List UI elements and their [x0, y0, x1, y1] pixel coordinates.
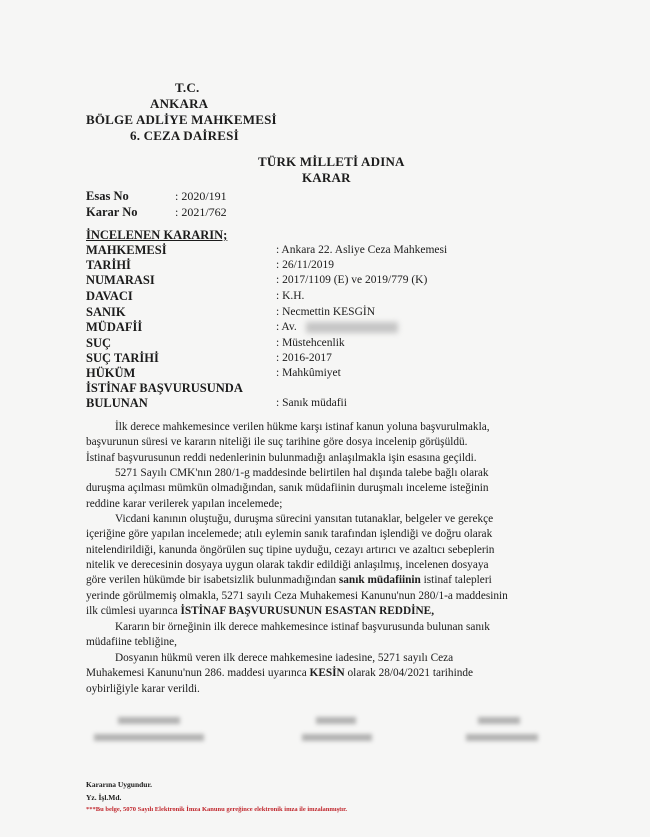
meta-karar-label: Karar No: [86, 205, 138, 219]
row-value-tarihi: : 26/11/2019: [276, 259, 335, 271]
body-line: başvurunun süresi ve kararın niteliği ile suç tarihine göre dosya incelenip görüşüldü.: [86, 436, 468, 448]
row-value-mudafii: : Av.: [276, 321, 297, 333]
title-line1: TÜRK MİLLETİ ADINA: [258, 154, 405, 169]
signature-block: [316, 717, 356, 724]
row-label-davaci: DAVACI: [86, 289, 133, 303]
body-line: müdafiine tebliğine,: [86, 636, 177, 648]
body-line: Dosyanın hükmü veren ilk derece mahkemesine iadesine, 5271 sayılı Ceza: [115, 652, 454, 664]
row-value-bulunan: : Sanık müdafii: [276, 397, 347, 409]
body-line: oybirliğiyle karar verildi.: [86, 683, 200, 695]
body-line: Muhakemesi Kanunu'nun 286. maddesi uyarınca KESİN olarak 28/04/2021 tarihinde: [86, 667, 474, 679]
redacted-name: [306, 322, 398, 333]
header-court: BÖLGE ADLİYE MAHKEMESİ: [86, 112, 277, 127]
body-line: içeriğine göre yapılan incelemede; atılı eylemin sanık tarafından işlendiği ve doğru olarak: [86, 528, 493, 540]
title-line2: KARAR: [302, 170, 351, 185]
row-label-istinaf: İSTİNAF BAŞVURUSUNDA: [86, 381, 243, 395]
row-value-suc: : Müstehcenlik: [276, 337, 345, 349]
header-chamber: 6. CEZA DAİRESİ: [130, 128, 239, 143]
body-line: Kararın bir örneğinin ilk derece mahkemesince istinaf başvurusunda bulunan sanık: [115, 621, 490, 633]
footer-line2: Yz. İşl.Md.: [86, 793, 122, 802]
signature-block: [94, 734, 204, 741]
signature-block: [466, 734, 538, 741]
header-tc: T.C.: [175, 80, 200, 95]
row-label-numarasi: NUMARASI: [86, 273, 155, 287]
meta-esas-label: Esas No: [86, 189, 129, 203]
row-value-mahkemesi: : Ankara 22. Asliye Ceza Mahkemesi: [276, 244, 448, 256]
meta-karar-value: : 2021/762: [175, 205, 227, 219]
row-label-hukum: HÜKÜM: [86, 366, 136, 380]
body-line: 5271 Sayılı CMK'nın 280/1-g maddesinde belirtilen hal dışında talebe bağlı olarak: [115, 467, 489, 479]
body-line: nitelik ve derecesinin dosyaya uygun olarak takdir edildiği anlaşılmış, incelenen dosyaya: [86, 559, 489, 571]
row-value-davaci: : K.H.: [276, 290, 305, 302]
body-line: reddine karar verilerek yapılan incelemede;: [86, 498, 283, 510]
row-value-sanik: : Necmettin KESGİN: [276, 306, 376, 318]
signature-block: [118, 717, 180, 724]
body-line: duruşma açılması mümkün olmadığından, sanık müdafiinin duruşmalı inceleme isteğinin: [86, 482, 489, 494]
row-value-suc-tarihi: : 2016-2017: [276, 352, 332, 364]
row-label-mudafii: MÜDAFİİ: [86, 320, 143, 334]
body-line: ilk cümlesi uyarınca İSTİNAF BAŞVURUSUNUN ESASTAN REDDİNE,: [86, 605, 435, 617]
row-label-mahkemesi: MAHKEMESİ: [86, 243, 167, 257]
header-city: ANKARA: [150, 96, 209, 111]
body-line: göre verilen hükümde bir isabetsizlik bulunmadığından sanık müdafiinin istinaf talepleri: [86, 574, 492, 586]
row-label-sanik: SANIK: [86, 305, 126, 319]
row-value-hukum: : Mahkûmiyet: [276, 367, 341, 379]
section-title: İNCELENEN KARARIN;: [86, 228, 228, 242]
row-label-suc: SUÇ: [86, 336, 112, 350]
row-label-suc-tarihi: SUÇ TARİHİ: [86, 351, 159, 365]
body-line: nitelendirildiği, kanunda öngörülen suç tipine uyduğu, cezayı artırıcı ve azaltıcı sebeplerin: [86, 544, 495, 556]
body-line: yerinde görülmemiş olmakla, 5271 sayılı Ceza Muhakemesi Kanunu'nun 280/1-a maddesinin: [86, 590, 508, 602]
body-line: İstinaf başvurusunun reddi nedenlerinin bulunmadığı anlaşılmakla işin esasına geçildi.: [86, 452, 477, 464]
meta-esas-value: : 2020/191: [175, 189, 227, 203]
body-line: Vicdani kanının oluştuğu, duruşma sürecini yansıtan tutanaklar, belgeler ve gerekçe: [115, 513, 494, 525]
row-label-tarihi: TARİHİ: [86, 258, 131, 272]
signature-block: [478, 717, 520, 724]
row-value-numarasi: : 2017/1109 (E) ve 2019/779 (K): [276, 274, 428, 286]
body-line: İlk derece mahkemesince verilen hükme karşı istinaf kanun yoluna başvurulmakla,: [115, 421, 490, 433]
row-label-bulunan: BULUNAN: [86, 396, 148, 410]
signature-block: [302, 734, 372, 741]
e-signature-notice: ***Bu belge, 5070 Sayılı Elektronik İmza Kanunu gereğince elektronik imza ile imzalanmıştır.: [86, 806, 348, 813]
footer-line1: Kararına Uygundur.: [86, 780, 152, 789]
